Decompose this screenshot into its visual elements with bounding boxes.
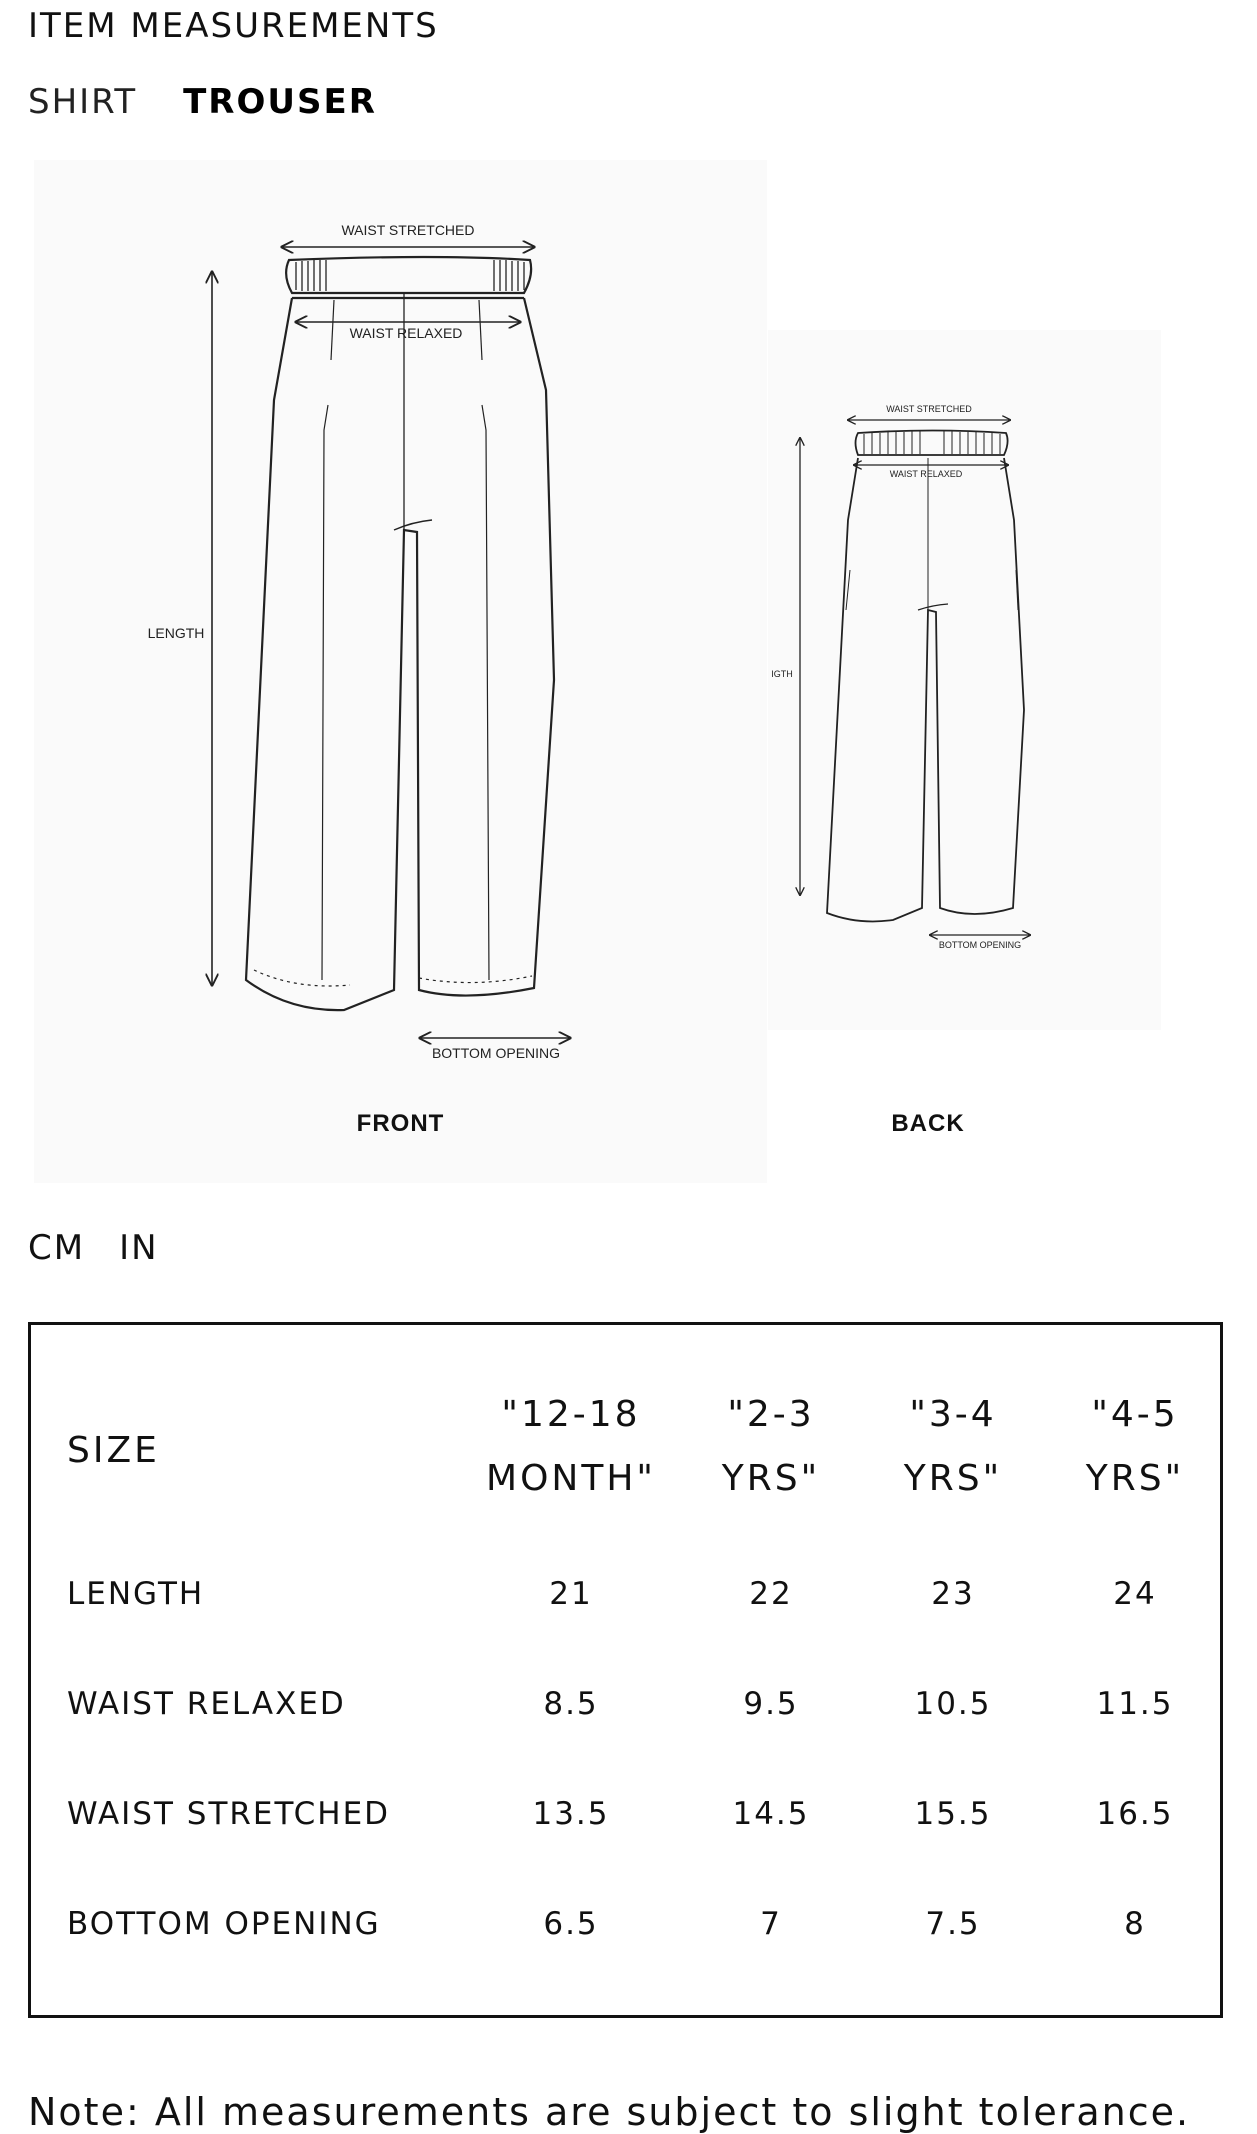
page-title: ITEM MEASUREMENTS: [28, 6, 439, 46]
column-header: "12-18 MONTH": [486, 1394, 656, 1499]
unit-cm-button[interactable]: CM: [28, 1228, 86, 1268]
garment-tabs: [28, 82, 377, 122]
back-waist-stretched-label: WAIST STRETCHED: [886, 404, 972, 414]
back-waist-relaxed-label: WAIST RELAXED: [889, 469, 963, 479]
row-label: LENGTH: [67, 1576, 205, 1612]
back-diagram: [768, 330, 1161, 1030]
back-view-label: BACK: [891, 1110, 965, 1137]
table-cell: 6.5: [543, 1906, 599, 1942]
column-header: "4-5 YRS": [1085, 1394, 1185, 1499]
table-cell: 8.5: [543, 1686, 599, 1722]
table-cell: 7.5: [925, 1906, 981, 1942]
table-cell: 23: [931, 1576, 975, 1612]
back-trouser-outline: [827, 431, 1024, 922]
front-view-label: FRONT: [356, 1110, 445, 1137]
table-cell: 21: [549, 1576, 593, 1612]
front-trouser-outline: [246, 257, 554, 1010]
table-cell: 10.5: [914, 1686, 992, 1722]
size-chart-table: [28, 1322, 1223, 2018]
table-cell: 9.5: [743, 1686, 799, 1722]
table-cell: 8: [1124, 1906, 1146, 1942]
tolerance-note: Note: All measurements are subject to slight tolerance.: [28, 2090, 1191, 2134]
front-length-label: LENGTH: [147, 625, 205, 641]
front-measure-arrows: [212, 247, 570, 1038]
back-measure-arrows: [800, 420, 1030, 935]
table-cell: 16.5: [1096, 1796, 1174, 1832]
front-diagram: [34, 160, 767, 1183]
table-cell: 22: [749, 1576, 793, 1612]
front-bottom-opening-label: BOTTOM OPENING: [431, 1045, 561, 1061]
column-header: "2-3 YRS": [721, 1394, 821, 1499]
unit-toggle: [28, 1228, 159, 1268]
table-cell: 14.5: [732, 1796, 810, 1832]
tab-trouser[interactable]: TROUSER: [183, 82, 377, 122]
back-waistband-gather: [864, 431, 1000, 454]
unit-in-button[interactable]: IN: [119, 1228, 159, 1268]
front-waist-stretched-label: WAIST STRETCHED: [341, 222, 475, 238]
row-label: WAIST STRETCHED: [67, 1796, 391, 1832]
table-cell: 7: [760, 1906, 782, 1942]
front-waistband-gather: [296, 260, 524, 291]
column-header: "3-4 YRS": [903, 1394, 1003, 1499]
back-trouser-illustration: [768, 330, 1161, 1030]
table-cell: 11.5: [1096, 1686, 1174, 1722]
back-bottom-opening-label: BOTTOM OPENING: [938, 940, 1022, 950]
back-length-label: IGTH: [771, 669, 793, 679]
row-label: WAIST RELAXED: [67, 1686, 346, 1722]
table-cell: 24: [1113, 1576, 1157, 1612]
table-cell: 13.5: [532, 1796, 610, 1832]
table-cell: 15.5: [914, 1796, 992, 1832]
size-header: SIZE: [67, 1430, 160, 1471]
tab-shirt[interactable]: SHIRT: [28, 82, 138, 122]
row-label: BOTTOM OPENING: [67, 1906, 381, 1942]
front-waist-relaxed-label: WAIST RELAXED: [349, 325, 463, 341]
front-trouser-illustration: [34, 160, 767, 1183]
